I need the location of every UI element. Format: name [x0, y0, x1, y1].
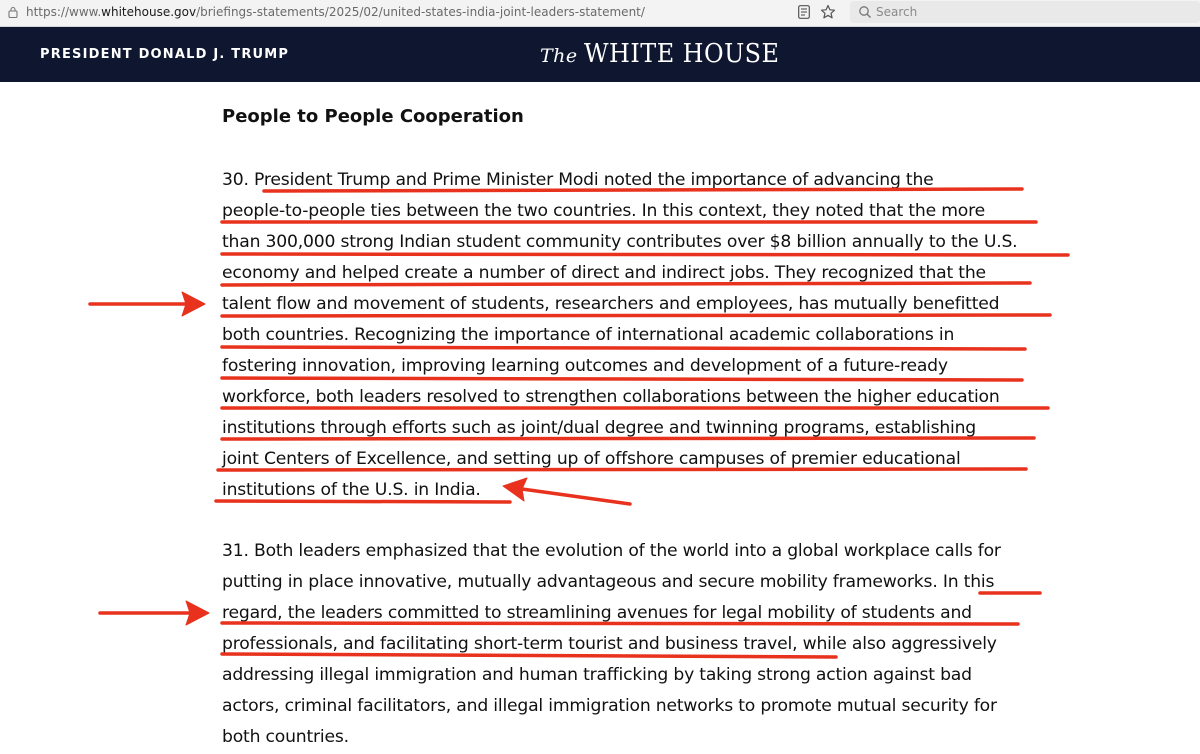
- reader-view-icon[interactable]: [798, 5, 810, 19]
- paragraph-line: putting in place innovative, mutually advantageous and secure mobility frameworks. In this: [222, 572, 995, 592]
- underline-mark: [222, 254, 1068, 255]
- search-icon: [858, 5, 872, 19]
- header-president-link[interactable]: PRESIDENT DONALD J. TRUMP: [40, 47, 290, 62]
- site-header: [0, 27, 1200, 82]
- paragraph-line: workforce, both leaders resolved to strengthen collaborations between the higher education: [222, 387, 1000, 407]
- section-title: People to People Cooperation: [222, 106, 524, 127]
- paragraph-line: institutions through efforts such as joint/dual degree and twinning programs, establishing: [222, 418, 977, 438]
- underline-mark: [216, 501, 510, 502]
- url-prefix: https://www.: [26, 5, 102, 19]
- lock-icon: [8, 6, 18, 18]
- paragraph-line: both countries. Recognizing the importance of international academic collaborations in: [222, 325, 955, 345]
- paragraph-line: talent flow and movement of students, researchers and employees, has mutually benefitted: [222, 294, 1000, 314]
- address-bar-url[interactable]: [26, 5, 645, 20]
- arrowhead: [186, 601, 209, 625]
- paragraph-line: joint Centers of Excellence, and setting up of offshore campuses of premier educational: [222, 449, 961, 469]
- paragraph-line: professionals, and facilitating short-term tourist and business travel, while also aggressively: [222, 634, 997, 654]
- paragraph-line: 31. Both leaders emphasized that the evolution of the world into a global workplace calls for: [222, 541, 1001, 561]
- bookmark-star-icon[interactable]: [820, 4, 836, 20]
- paragraph-line: addressing illegal immigration and human trafficking by taking strong action against bad: [222, 665, 972, 685]
- browser-search-box[interactable]: [850, 1, 1200, 23]
- search-placeholder: Search: [876, 5, 918, 19]
- logo-the: The: [540, 45, 578, 67]
- underline-mark: [222, 315, 1050, 316]
- underline-mark: [222, 347, 1025, 349]
- arrowhead: [503, 478, 527, 501]
- paragraph-line: fostering innovation, improving learning outcomes and development of a future-ready: [222, 356, 948, 376]
- arrow-left-icon: [522, 489, 630, 504]
- paragraph-line: than 300,000 strong Indian student community contributes over $8 billion annually to the U.S.: [222, 232, 1018, 252]
- paragraph-line: regard, the leaders committed to streamlining avenues for legal mobility of students and: [222, 603, 972, 623]
- paragraph-line: both countries.: [222, 727, 349, 747]
- url-path: /briefings-statements/2025/02/united-states-india-joint-leaders-statement/: [196, 5, 645, 19]
- paragraph-line: economy and helped create a number of direct and indirect jobs. They recognized that the: [222, 263, 986, 283]
- logo-white-house: WHITE HOUSE: [583, 39, 780, 69]
- paragraph-line: 30. President Trump and Prime Minister Modi noted the importance of advancing the: [222, 170, 934, 190]
- underline-mark: [222, 378, 1022, 380]
- paragraph-line: people-to-people ties between the two countries. In this context, they noted that the more: [222, 201, 985, 221]
- white-house-logo[interactable]: [540, 36, 796, 69]
- browser-toolbar: [0, 0, 1200, 27]
- paragraph-line: institutions of the U.S. in India.: [222, 480, 481, 500]
- url-domain: whitehouse.gov: [101, 5, 197, 19]
- paragraph-line: actors, criminal facilitators, and illegal immigration networks to promote mutual security for: [222, 696, 997, 716]
- arrowhead: [182, 292, 205, 316]
